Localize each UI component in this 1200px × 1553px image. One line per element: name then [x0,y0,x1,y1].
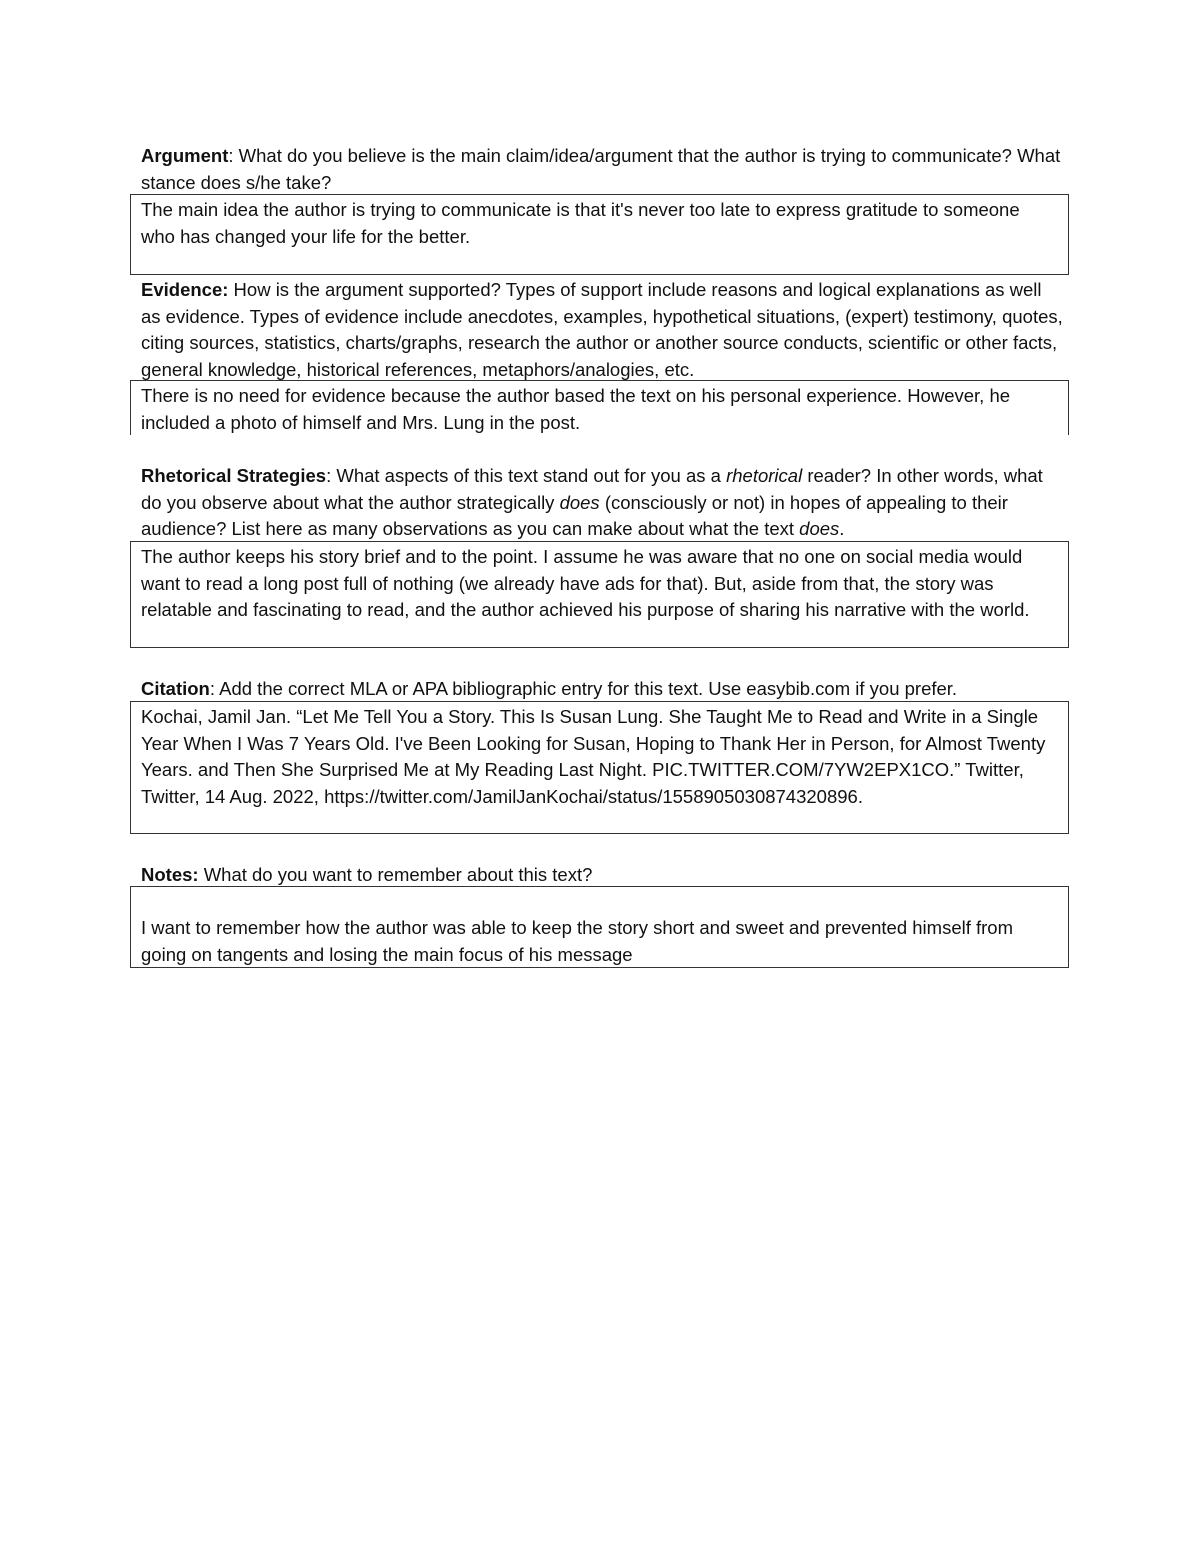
rhetorical-prompt-text-4: . [839,518,845,539]
citation-heading: Citation [141,678,210,699]
rhetorical-prompt-emphasis-3: does [799,518,840,539]
rhetorical-prompt [141,463,1066,543]
rhetorical-answer-box[interactable] [130,541,1069,648]
rhetorical-answer: The author keeps his story brief and to the point. I assume he was aware that no one on social media would want to read a long post full of nothing (we already have ads for that). But, aside from that, the story was relatable and fascinating to read, and the author achieved his purpose of sharing his narrative with the world. [141,546,1030,620]
argument-heading: Argument [141,145,229,166]
rhetorical-prompt-emphasis-2: does [559,491,600,513]
evidence-answer-box[interactable] [130,380,1069,435]
citation-answer: Kochai, Jamil Jan. “Let Me Tell You a Story. This Is Susan Lung. She Taught Me to Read and Write in a Single Year When I Was 7 Years Old. I've Been Looking for Susan, Hoping to Thank Her in Person, for Almost Twenty Years. and Then She Surprised Me at My Reading Last Night. PIC.TWITTER.COM/7YW2EPX1CO.” Twitter, Twitter, 14 Aug. 2022, https://twitter.com/JamilJanKochai/status/1558905030874320896. [141,706,1046,807]
notes-answer: I want to remember how the author was able to keep the story short and sweet and prevented himself from going on tangents and losing the main focus of his message [141,917,1014,965]
citation-prompt-text: : Add the correct MLA or APA bibliographic entry for this text. Use easybib.com if you prefer. [209,678,958,699]
rhetorical-prompt-text-3: (consciously or not) in hopes of appealing to their audience? List here as many observations as you can make about what the text [141,491,1008,539]
rhetorical-heading: Rhetorical Strategies [141,465,327,486]
argument-answer: The main idea the author is trying to communicate is that it's never too late to express gratitude to someone who has changed your life for the better. [141,199,1020,247]
notes-prompt [141,862,1066,889]
notes-answer-box[interactable] [130,886,1069,968]
argument-prompt-text: : What do you believe is the main claim/idea/argument that the author is trying to communicate? What stance does s/he take? [141,145,1061,193]
rhetorical-prompt-text-1: : What aspects of this text stand out for you as a [326,465,727,486]
notes-prompt-text: What do you want to remember about this text? [198,864,593,885]
notes-heading: Notes: [141,864,199,885]
rhetorical-prompt-emphasis-1: rhetorical [726,465,803,486]
argument-prompt [141,143,1066,196]
evidence-answer: There is no need for evidence because the author based the text on his personal experience. However, he included a photo of himself and Mrs. Lung in the post. [141,385,1011,433]
citation-answer-box[interactable] [130,701,1069,834]
rhetorical-prompt-text-2: reader? In other words, what do you observe about what the author strategically [141,465,1043,513]
evidence-prompt-text: How is the argument supported? Types of support include reasons and logical explanations as well as evidence. Types of evidence include anecdotes, examples, hypothetical situations, (expert) testimony, quotes, citing sources, statistics, charts/graphs, research the author or another source conducts, scientific or other facts, general knowledge, historical references, metaphors/analogies, etc. [141,279,1063,380]
citation-prompt [141,676,1066,703]
evidence-heading: Evidence: [141,279,229,300]
argument-answer-box[interactable] [130,194,1069,275]
evidence-prompt [141,277,1066,383]
